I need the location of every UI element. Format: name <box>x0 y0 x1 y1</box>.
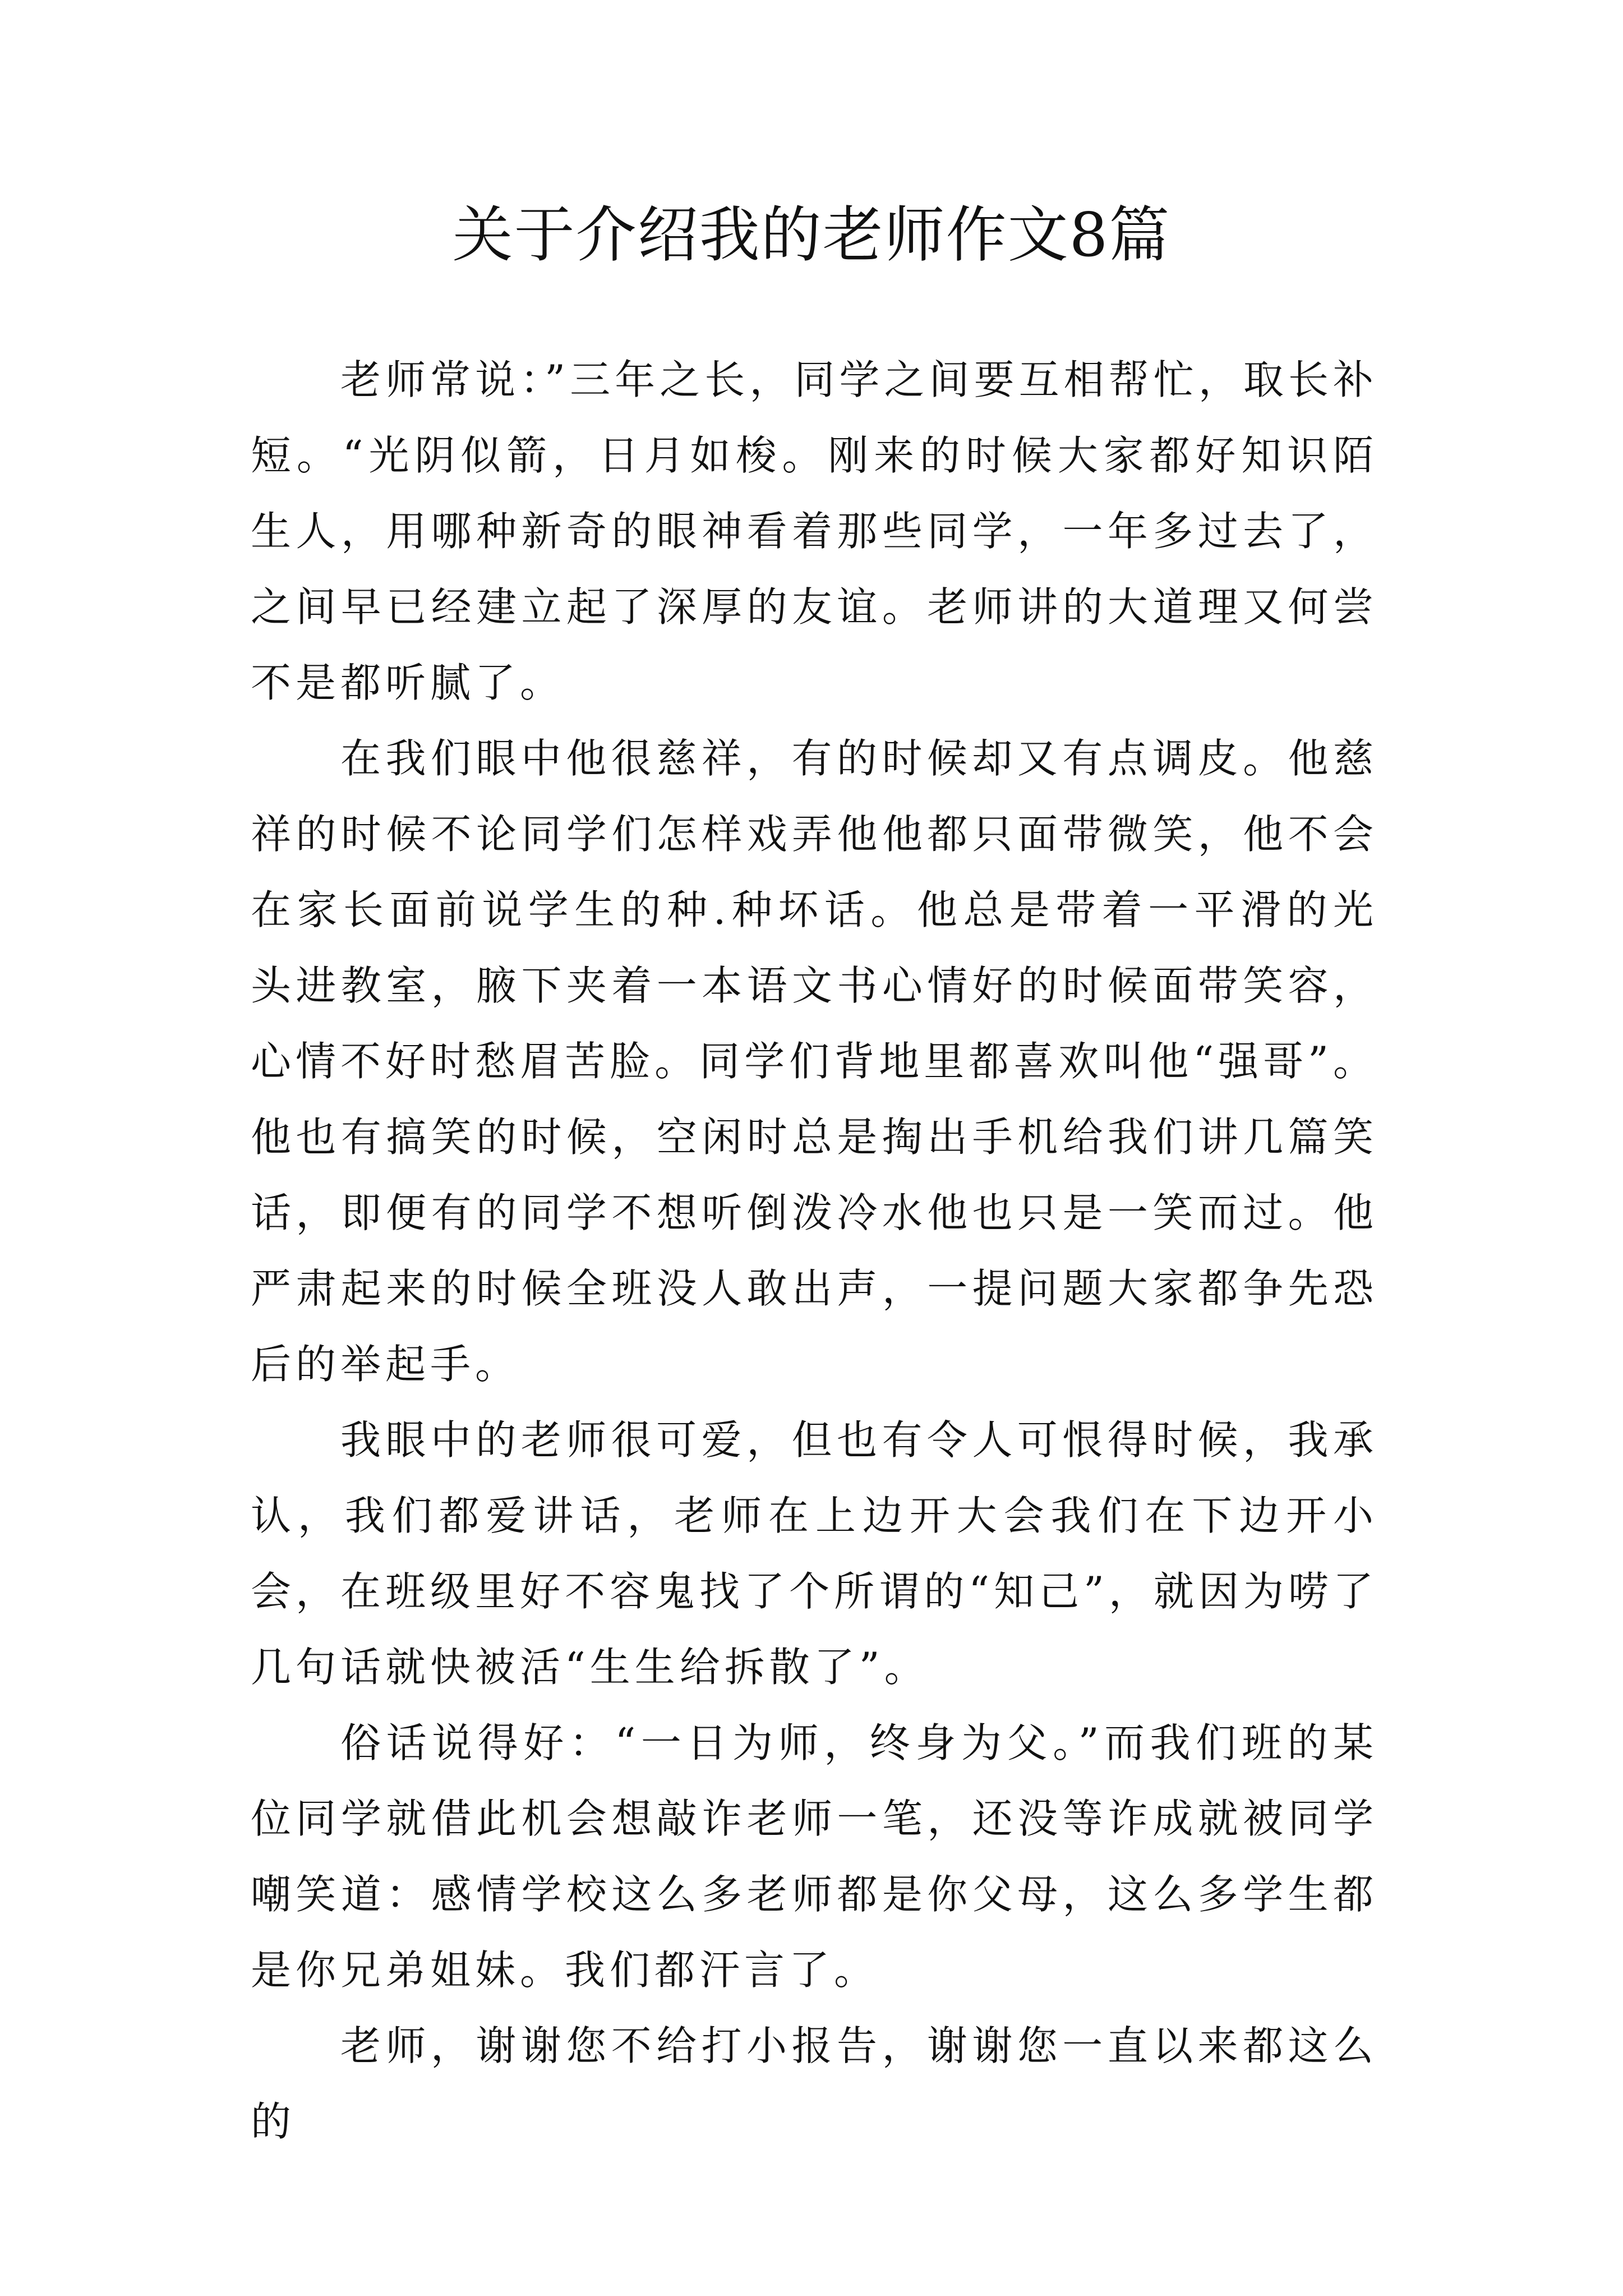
paragraph-2: 在我们眼中他很慈祥，有的时候却又有点调皮。他慈祥的时候不论同学们怎样戏弄他他都只面带微笑，他不会在家长面前说学生的种.种坏话。他总是带着一平滑的光头进教室，腋下夹着一本语文书心情好的时候面带笑容，心情不好时愁眉苦脸。同学们背地里都喜欢叫他“强哥”。他也有搞笑的时候，空闲时总是掏出手机给我们讲几篇笑话，即便有的同学不想听倒泼冷水他也只是一笑而过。他严肃起来的时候全班没人敢出声，一提问题大家都争先恐后的举起手。 <box>251 735 1378 1388</box>
paragraph-5: 老师，谢谢您不给打小报告，谢谢您一直以来都这么的 <box>251 2022 1378 2145</box>
paragraph-1: 老师常说：”三年之长，同学之间要互相帮忙，取长补短。“光阴似箭，日月如梭。刚来的时候大家都好知识陌生人，用哪种新奇的眼神看着那些同学，一年多过去了，之间早已经建立起了深厚的友谊。老师讲的大道理又何尝不是都听腻了。 <box>251 356 1378 706</box>
document-body <box>251 342 1378 2160</box>
paragraph-4: 俗话说得好：“一日为师，终身为父。”而我们班的某位同学就借此机会想敲诈老师一笔，还没等诈成就被同学嘲笑道：感情学校这么多老师都是你父母，这么多学生都是你兄弟姐妹。我们都汗言了。 <box>251 1719 1378 1994</box>
document-title: 关于介绍我的老师作文8篇 <box>452 200 1171 270</box>
paragraph-3: 我眼中的老师很可爱，但也有令人可恨得时候，我承认，我们都爱讲话，老师在上边开大会我们在下边开小会，在班级里好不容鬼找了个所谓的“知己”，就因为唠了几句话就快被活“生生给拆散了”。 <box>251 1416 1378 1691</box>
